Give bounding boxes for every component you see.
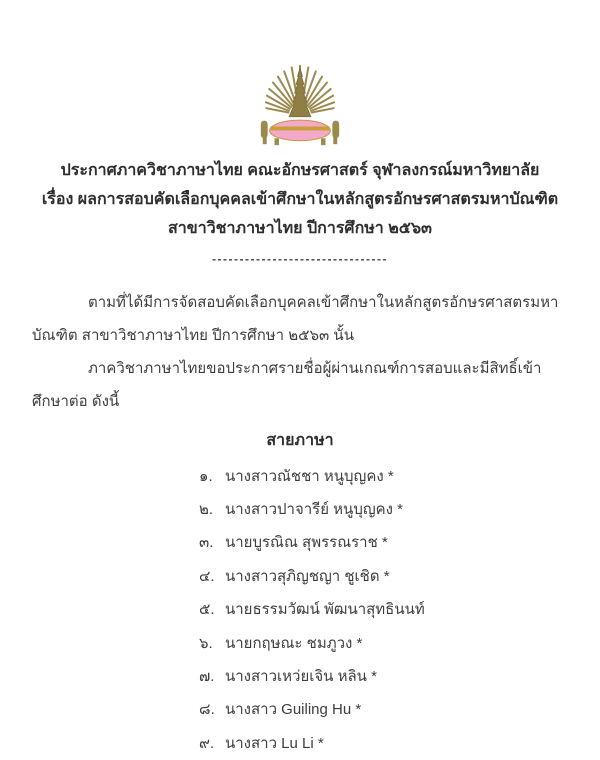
title-line-3: สาขาวิชาภาษาไทย ปีการศึกษา ๒๕๖๓ [168,220,432,237]
item-number: ๓. [199,534,214,552]
item-name: นายบูรณิณ สุพรรณราช * [225,534,388,552]
item-number: ๙. [199,734,215,752]
list-item [199,659,425,692]
item-name: นางสาวสุภิญชญา ชูเชิด * [225,567,390,585]
list-item [199,559,425,592]
phra-kiao-icon [251,57,349,149]
title-line-2: เรื่อง ผลการสอบคัดเลือกบุคคลเข้าศึกษาในหลักสูตรอักษรศาสตรมหาบัณฑิต [41,191,559,208]
title-block [0,156,600,266]
item-number: ๕. [199,601,215,619]
list-item [199,526,425,559]
list-item [199,726,425,759]
body-content [32,286,572,418]
item-number: ๗. [199,668,215,686]
item-name: นางสาว Lu Li * [225,734,324,752]
item-number: ๑. [199,467,213,485]
item-name: นายกฤษณะ ชมภูวง * [225,634,363,652]
list-item [199,492,425,525]
item-name: นางสาวปาจารีย์ หนูบุญคง * [225,501,403,519]
item-name: นางสาว Guiling Hu * [225,701,362,719]
item-name: นางสาวเหว่ยเจิน หลิน * [225,668,377,686]
list-item [199,693,425,726]
title-line-1: ประกาศภาควิชาภาษาไทย คณะอักษรศาสตร์ จุฬาลงกรณ์มหาวิทยาลัย [60,162,540,179]
item-number: ๘. [199,701,215,719]
paragraph-announce: ภาควิชาภาษาไทยขอประกาศรายชื่อผู้ผ่านเกณฑ์การสอบและมีสิทธิ์เข้าศึกษาต่อ ดังนี้ [32,360,542,410]
section-heading: สายภาษา [266,432,334,449]
item-number: ๒. [199,501,214,519]
item-number: ๔. [199,567,215,585]
list-item [199,626,425,659]
chula-emblem [251,57,349,154]
item-number: ๖. [199,634,213,652]
paragraph-intro: ตามที่ได้มีการจัดสอบคัดเลือกบุคคลเข้าศึกษาในหลักสูตรอักษรศาสตรมหาบัณฑิต สาขาวิชาภาษาไทย ปีการศึกษา ๒๕๖๓ นั้น [32,294,559,344]
dashed-separator: -------------------------------- [212,252,388,266]
list-item [199,459,425,492]
item-name: นายธรรมวัฒน์ พัฒนาสุทธินนท์ [225,601,425,619]
passed-candidates-list [199,459,425,760]
item-name: นางสาวณัชชา หนูบุญคง * [225,467,394,485]
list-item [199,593,425,626]
